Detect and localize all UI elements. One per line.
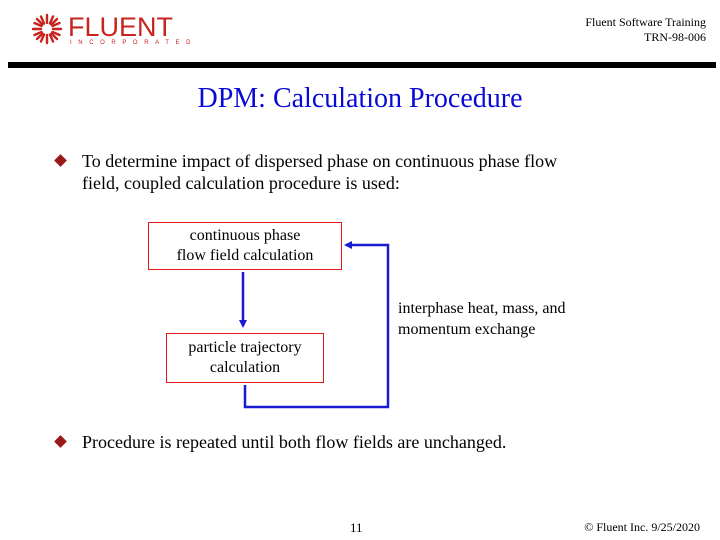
particle-trajectory-box xyxy=(166,333,324,383)
page-number: 11 xyxy=(350,520,363,535)
training-title: Fluent Software Training xyxy=(585,15,706,29)
logo-subtext: INCORPORATED xyxy=(70,40,198,46)
bullet-line: Procedure is repeated until both flow fields are unchanged. xyxy=(82,432,507,452)
bullet-line: To determine impact of dispersed phase on continuous phase flow xyxy=(82,151,558,171)
continuous-phase-box xyxy=(148,222,342,270)
logo-wordmark: FLUENT xyxy=(68,12,174,42)
copyright-text: © Fluent Inc. 9/25/2020 xyxy=(584,520,700,534)
box-label: calculation xyxy=(209,359,281,376)
exchange-line: momentum exchange xyxy=(398,321,536,338)
bullet-line: field, coupled calculation procedure is used: xyxy=(82,173,400,193)
exchange-line: interphase heat, mass, and xyxy=(398,300,566,317)
box-label: flow field calculation xyxy=(176,247,314,264)
bullet-text xyxy=(82,431,506,453)
exchange-label xyxy=(398,298,566,340)
box-label: continuous phase xyxy=(189,227,301,244)
training-code: TRN-98-006 xyxy=(644,30,706,44)
box-label: particle trajectory xyxy=(188,339,302,356)
slide-title: DPM: Calculation Procedure xyxy=(197,83,523,114)
